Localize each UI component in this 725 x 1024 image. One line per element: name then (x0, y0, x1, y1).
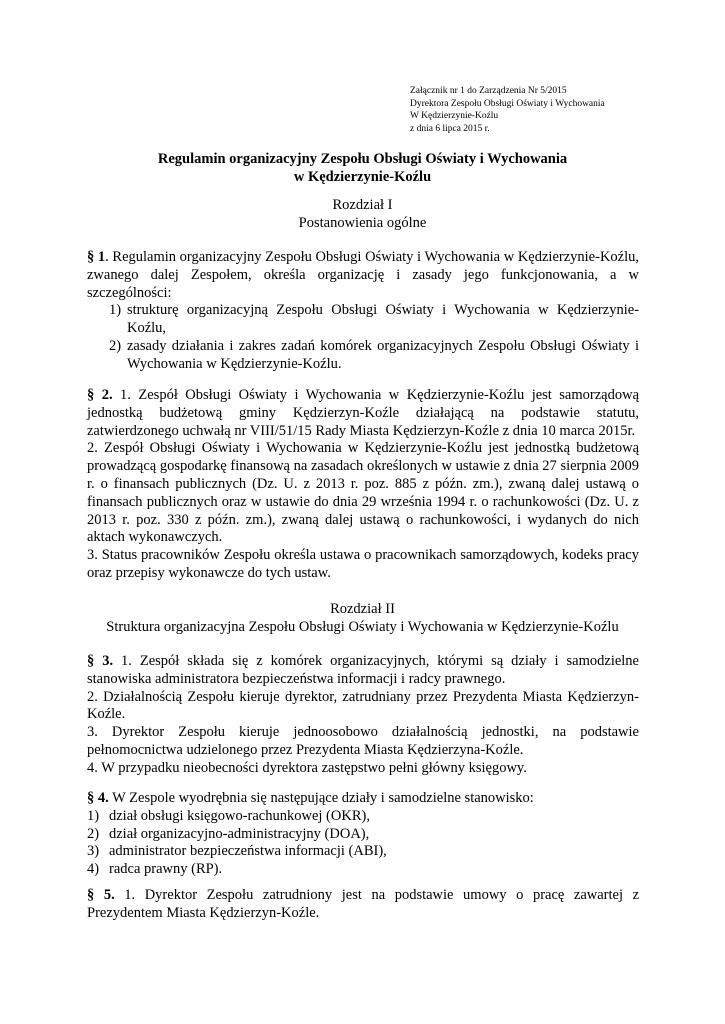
list-text: dział organizacyjno-administracyjny (DOA), (109, 825, 370, 842)
list-item (87, 302, 639, 338)
section-paragraph: 3. Dyrektor Zespołu kieruje jednoosobowo działalnością jednostki, na podstawie pełnomocnictwa udzielonego przez Prezydenta Miasta Kędzierzyna-Koźle. (87, 724, 639, 758)
document-title (0, 150, 725, 186)
section-text: 1. Zespół składa się z komórek organizacyjnych, którymi są działy i samodzielne stanowiska administratora bezpieczeństwa informacji i radcy prawnego. (87, 653, 639, 687)
section-text: W Zespole wyodrębnia się następujące działy i samodzielne stanowisko: (108, 790, 534, 806)
section-mark: § 5. (87, 887, 115, 903)
list-text: radca prawny (RP). (109, 861, 223, 878)
chapter-number: Rozdział II (330, 601, 395, 617)
list-text: zasady działania i zakres zadań komórek organizacyjnych Zespołu Obsługi Oświaty i Wychowania w Kędzierzynie-Koźlu. (127, 337, 639, 372)
annex-line: Dyrektora Zespołu Obsługi Oświaty i Wychowania (410, 98, 605, 109)
list-item (87, 861, 639, 879)
chapter-name: Struktura organizacyjna Zespołu Obsługi Oświaty i Wychowania w Kędzierzynie-Koźlu (106, 619, 619, 635)
section-2 (87, 387, 639, 583)
list-number: 2) (109, 337, 122, 354)
annex-line: Załącznik nr 1 do Zarządzenia Nr 5/2015 (410, 86, 567, 96)
section-1 (87, 249, 639, 374)
annex-note (410, 85, 605, 135)
list-item (87, 808, 639, 826)
section-text: . Regulamin organizacyjny Zespołu Obsługi Oświaty i Wychowania w Kędzierzynie-Koźlu, zwanego dalej Zespołem, określa organizację i zasady jego funkcjonowania, a w szczególności: (87, 249, 639, 301)
chapter-name: Postanowienia ogólne (298, 215, 427, 231)
list-number: 1) (109, 302, 122, 319)
section-5 (87, 887, 639, 923)
section-mark: § 4. (87, 790, 109, 806)
annex-line: z dnia 6 lipca 2015 r. (410, 123, 490, 134)
list-number: 1) (87, 807, 100, 824)
section-mark: § 2. (87, 387, 113, 403)
section-paragraph: 4. W przypadku nieobecności dyrektora zastępstwo pełni główny księgowy. (87, 759, 527, 776)
annex-line: W Kędzierzynie-Koźlu (410, 111, 499, 121)
list-number: 3) (87, 843, 100, 860)
section-paragraph: 3. Status pracowników Zespołu określa ustawa o pracownikach samorządowych, kodeks pracy oraz przepisy wykonawcze do tych ustaw. (87, 547, 639, 581)
list-item (87, 843, 639, 861)
list-text: strukturę organizacyjną Zespołu Obsługi Oświaty i Wychowania w Kędzierzynie-Koźlu, (127, 302, 639, 337)
section-mark: § 1 (87, 249, 106, 265)
chapter-number: Rozdział I (332, 197, 393, 213)
list-item (87, 338, 639, 374)
section-4 (87, 790, 639, 879)
section-text: 1. Dyrektor Zespołu zatrudniony jest na podstawie umowy o pracę zawartej z Prezydentem Miasta Kędzierzyn-Koźle. (87, 887, 640, 921)
section-paragraph: 2. Działalnością Zespołu kieruje dyrektor, zatrudniany przez Prezydenta Miasta Kędzierzyn-Koźle. (87, 688, 639, 723)
list-number: 2) (87, 825, 100, 842)
title-line: Regulamin organizacyjny Zespołu Obsługi Oświaty i Wychowania (157, 151, 568, 167)
chapter-2-heading (0, 600, 725, 636)
list-text: dział obsługi księgowo-rachunkowej (OKR), (109, 807, 370, 824)
chapter-1-heading (0, 196, 725, 232)
section-3 (87, 653, 639, 778)
section-text: 1. Zespół Obsługi Oświaty i Wychowania w Kędzierzynie-Koźlu jest samorządową jednostką budżetową gminy Kędzierzyn-Koźle działającą na podstawie statutu, zatwierdzonego uchwałą nr VIII/51/15 Rady Miasta Kędzierzyn-Koźle z dnia 10 marca 2015r. (87, 387, 640, 439)
title-line: w Kędzierzynie-Koźlu (293, 169, 432, 185)
list-item (87, 826, 639, 844)
section-paragraph: 2. Zespół Obsługi Oświaty i Wychowania w Kędzierzynie-Koźlu jest jednostką budżetową prowadzącą gospodarkę finansową na zasadach określonych w ustawie z dnia 27 sierpnia 2009 r. o finansach publicznych (Dz. U. z 2013 r. poz. 885 z późn. zm.), zwaną dalej ustawą o finansach publicznych oraz w ustawie do dnia 29 września 1994 r. o rachunkowości (Dz. U. z 2013 r. poz. 330 z późn. zm.), zwaną dalej ustawą o rachunkowości, i wydanych do nich aktach wykonawczych. (87, 440, 639, 546)
section-mark: § 3. (87, 653, 114, 669)
list-text: administrator bezpieczeństwa informacji (ABI), (109, 843, 387, 860)
list-number: 4) (87, 861, 100, 878)
